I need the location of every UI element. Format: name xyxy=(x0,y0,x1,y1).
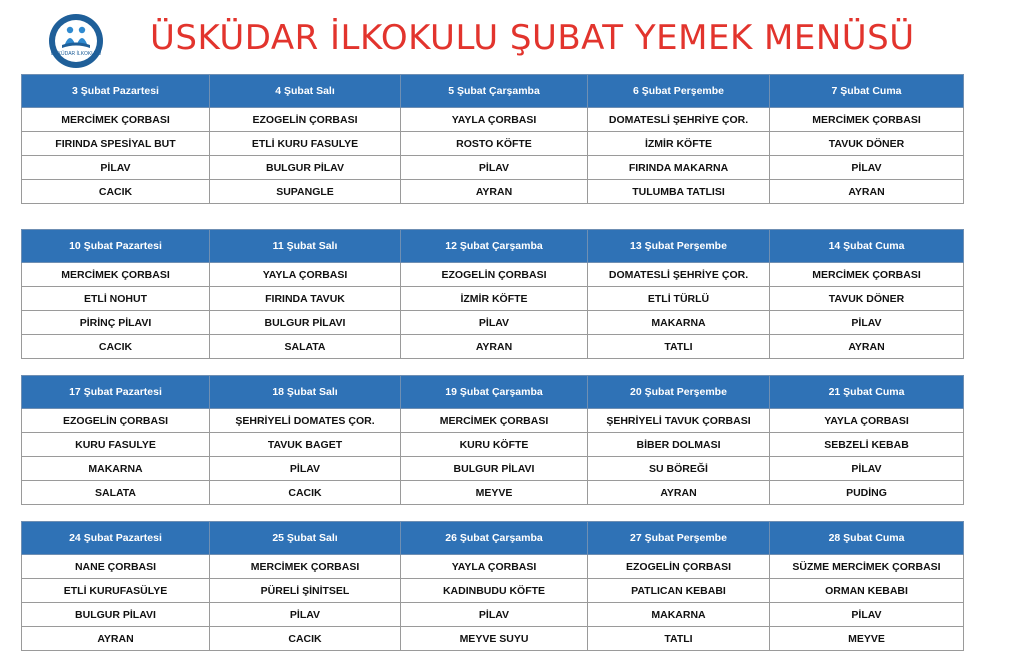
menu-cell: NANE ÇORBASI xyxy=(22,555,210,579)
menu-cell: TAVUK DÖNER xyxy=(770,287,964,311)
menu-cell: MERCİMEK ÇORBASI xyxy=(401,409,588,433)
menu-cell: PİLAV xyxy=(210,457,401,481)
menu-row xyxy=(22,311,964,335)
menu-row xyxy=(22,627,964,651)
menu-cell: EZOGELİN ÇORBASI xyxy=(401,263,588,287)
day-header: 12 Şubat Çarşamba xyxy=(401,230,588,263)
menu-row xyxy=(22,132,964,156)
week-table xyxy=(21,74,964,204)
menu-cell: FIRINDA SPESİYAL BUT xyxy=(22,132,210,156)
menu-cell: AYRAN xyxy=(770,180,964,204)
menu-cell: TATLI xyxy=(588,627,770,651)
menu-cell: ŞEHRİYELİ TAVUK ÇORBASI xyxy=(588,409,770,433)
menu-cell: PUDİNG xyxy=(770,481,964,505)
day-header: 26 Şubat Çarşamba xyxy=(401,522,588,555)
day-header: 24 Şubat Pazartesi xyxy=(22,522,210,555)
day-header: 5 Şubat Çarşamba xyxy=(401,75,588,108)
menu-cell: PİLAV xyxy=(401,156,588,180)
menu-cell: PİLAV xyxy=(401,311,588,335)
logo-text: ÜSKÜDAR İLKOKULU xyxy=(50,51,102,57)
menu-cell: YAYLA ÇORBASI xyxy=(210,263,401,287)
menu-cell: FIRINDA MAKARNA xyxy=(588,156,770,180)
menu-cell: AYRAN xyxy=(22,627,210,651)
menu-cell: PATLICAN KEBABI xyxy=(588,579,770,603)
day-header-row xyxy=(22,376,964,409)
menu-row xyxy=(22,108,964,132)
day-header-row xyxy=(22,230,964,263)
day-header: 17 Şubat Pazartesi xyxy=(22,376,210,409)
menu-cell: ETLİ KURUFASÜLYE xyxy=(22,579,210,603)
menu-cell: PİLAV xyxy=(210,603,401,627)
day-header: 19 Şubat Çarşamba xyxy=(401,376,588,409)
menu-row xyxy=(22,409,964,433)
menu-cell: KADINBUDU KÖFTE xyxy=(401,579,588,603)
menu-row xyxy=(22,457,964,481)
menu-cell: SEBZELİ KEBAB xyxy=(770,433,964,457)
menu-cell: SUPANGLE xyxy=(210,180,401,204)
menu-cell: BULGUR PİLAVI xyxy=(210,311,401,335)
menu-cell: PİLAV xyxy=(770,311,964,335)
school-logo xyxy=(48,13,104,69)
menu-row xyxy=(22,287,964,311)
day-header: 3 Şubat Pazartesi xyxy=(22,75,210,108)
day-header: 4 Şubat Salı xyxy=(210,75,401,108)
menu-cell: ROSTO KÖFTE xyxy=(401,132,588,156)
week-table xyxy=(21,521,964,651)
menu-cell: KURU FASULYE xyxy=(22,433,210,457)
menu-row xyxy=(22,263,964,287)
menu-cell: SU BÖREĞİ xyxy=(588,457,770,481)
logo-figure-left-head xyxy=(67,27,73,33)
menu-cell: YAYLA ÇORBASI xyxy=(770,409,964,433)
menu-cell: MAKARNA xyxy=(588,603,770,627)
menu-cell: MERCİMEK ÇORBASI xyxy=(210,555,401,579)
menu-cell: FIRINDA TAVUK xyxy=(210,287,401,311)
menu-row xyxy=(22,555,964,579)
menu-cell: PİLAV xyxy=(401,603,588,627)
menu-cell: TATLI xyxy=(588,335,770,359)
menu-cell: BİBER DOLMASI xyxy=(588,433,770,457)
menu-cell: EZOGELİN ÇORBASI xyxy=(588,555,770,579)
menu-cell: AYRAN xyxy=(401,335,588,359)
menu-cell: CACIK xyxy=(210,627,401,651)
day-header-row xyxy=(22,75,964,108)
day-header: 27 Şubat Perşembe xyxy=(588,522,770,555)
week-table xyxy=(21,375,964,505)
menu-cell: YAYLA ÇORBASI xyxy=(401,555,588,579)
menu-cell: TAVUK DÖNER xyxy=(770,132,964,156)
day-header: 14 Şubat Cuma xyxy=(770,230,964,263)
menu-cell: TAVUK BAGET xyxy=(210,433,401,457)
menu-cell: YAYLA ÇORBASI xyxy=(401,108,588,132)
menu-cell: MERCİMEK ÇORBASI xyxy=(22,263,210,287)
menu-cell: ŞEHRİYELİ DOMATES ÇOR. xyxy=(210,409,401,433)
menu-cell: AYRAN xyxy=(588,481,770,505)
menu-cell: MAKARNA xyxy=(22,457,210,481)
day-header: 6 Şubat Perşembe xyxy=(588,75,770,108)
menu-row xyxy=(22,579,964,603)
menu-row xyxy=(22,156,964,180)
menu-cell: MEYVE xyxy=(770,627,964,651)
menu-cell: SALATA xyxy=(22,481,210,505)
menu-cell: MEYVE xyxy=(401,481,588,505)
menu-cell: MERCİMEK ÇORBASI xyxy=(22,108,210,132)
menu-cell: ETLİ NOHUT xyxy=(22,287,210,311)
menu-cell: BULGUR PİLAV xyxy=(210,156,401,180)
menu-cell: MERCİMEK ÇORBASI xyxy=(770,108,964,132)
menu-cell: PİLAV xyxy=(770,457,964,481)
menu-row xyxy=(22,603,964,627)
menu-cell: PİLAV xyxy=(22,156,210,180)
page-title: ÜSKÜDAR İLKOKULU ŞUBAT YEMEK MENÜSÜ xyxy=(150,18,915,58)
menu-cell: DOMATESLİ ŞEHRİYE ÇOR. xyxy=(588,263,770,287)
menu-cell: PÜRELİ ŞİNİTSEL xyxy=(210,579,401,603)
menu-cell: CACIK xyxy=(22,180,210,204)
menu-cell: İZMİR KÖFTE xyxy=(588,132,770,156)
menu-cell: MERCİMEK ÇORBASI xyxy=(770,263,964,287)
week-table xyxy=(21,229,964,359)
day-header: 13 Şubat Perşembe xyxy=(588,230,770,263)
menu-cell: ETLİ KURU FASULYE xyxy=(210,132,401,156)
menu-cell: CACIK xyxy=(22,335,210,359)
day-header: 28 Şubat Cuma xyxy=(770,522,964,555)
day-header: 7 Şubat Cuma xyxy=(770,75,964,108)
menu-cell: CACIK xyxy=(210,481,401,505)
menu-cell: TULUMBA TATLISI xyxy=(588,180,770,204)
menu-cell: ORMAN KEBABI xyxy=(770,579,964,603)
menu-row xyxy=(22,433,964,457)
menu-cell: EZOGELİN ÇORBASI xyxy=(210,108,401,132)
day-header: 25 Şubat Salı xyxy=(210,522,401,555)
menu-cell: AYRAN xyxy=(770,335,964,359)
menu-cell: İZMİR KÖFTE xyxy=(401,287,588,311)
menu-cell: BULGUR PİLAVI xyxy=(22,603,210,627)
menu-cell: DOMATESLİ ŞEHRİYE ÇOR. xyxy=(588,108,770,132)
menu-row xyxy=(22,481,964,505)
menu-cell: MAKARNA xyxy=(588,311,770,335)
day-header: 11 Şubat Salı xyxy=(210,230,401,263)
menu-cell: EZOGELİN ÇORBASI xyxy=(22,409,210,433)
menu-cell: PİRİNÇ PİLAVI xyxy=(22,311,210,335)
menu-cell: SÜZME MERCİMEK ÇORBASI xyxy=(770,555,964,579)
day-header: 21 Şubat Cuma xyxy=(770,376,964,409)
day-header-row xyxy=(22,522,964,555)
day-header: 20 Şubat Perşembe xyxy=(588,376,770,409)
menu-row xyxy=(22,180,964,204)
menu-row xyxy=(22,335,964,359)
menu-cell: PİLAV xyxy=(770,156,964,180)
menu-cell: BULGUR PİLAVI xyxy=(401,457,588,481)
menu-cell: PİLAV xyxy=(770,603,964,627)
menu-cell: AYRAN xyxy=(401,180,588,204)
menu-cell: ETLİ TÜRLÜ xyxy=(588,287,770,311)
day-header: 10 Şubat Pazartesi xyxy=(22,230,210,263)
menu-cell: MEYVE SUYU xyxy=(401,627,588,651)
menu-cell: KURU KÖFTE xyxy=(401,433,588,457)
logo-figure-right-head xyxy=(79,27,85,33)
menu-cell: SALATA xyxy=(210,335,401,359)
day-header: 18 Şubat Salı xyxy=(210,376,401,409)
